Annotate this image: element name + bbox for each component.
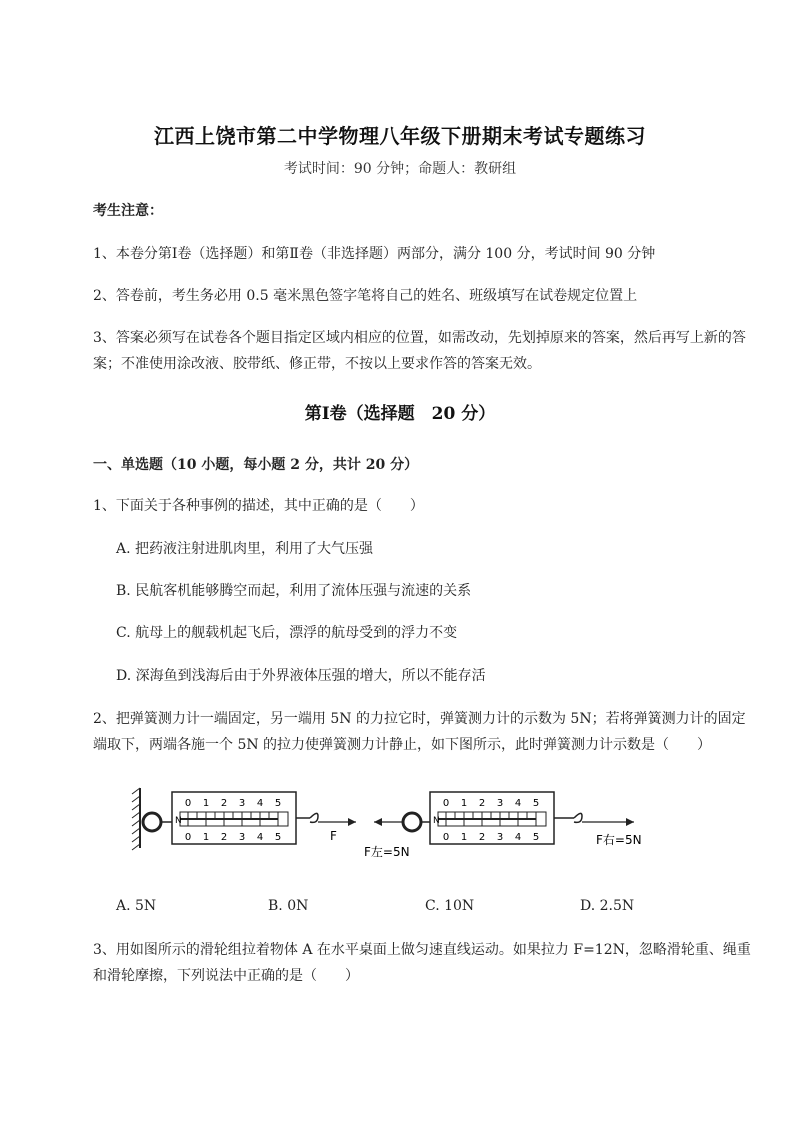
force-label-right: F右=5N — [596, 833, 642, 847]
tick-4: 4 — [256, 798, 264, 809]
tick-1: 1 — [202, 832, 210, 843]
question-2-stem: 2、把弹簧测力计一端固定，另一端用 5N 的力拉它时，弹簧测力计的示数为 5N；若将弹簧测力计的固定端取下，两端各施一个 5N 的拉力使弹簧测力计静止，如下图所示，此时弹簧测力计示数是（ ） — [93, 711, 746, 753]
tick-0: 0 — [442, 832, 450, 843]
tick-2: 2 — [220, 798, 228, 809]
tick-0: 0 — [442, 798, 450, 809]
tick-0: 0 — [184, 798, 192, 809]
question-2-option-d: D. 2.5N — [580, 898, 635, 914]
spring-scale-left — [143, 792, 356, 844]
wall-graphic — [132, 788, 140, 850]
question-1-option-c: C. 航母上的舰载机起飞后，漂浮的航母受到的浮力不变 — [116, 625, 458, 641]
tick-3: 3 — [496, 832, 504, 843]
exam-info: 考试时间：90 分钟；命题人：教研组 — [283, 161, 517, 177]
tick-1: 1 — [460, 832, 468, 843]
question-1-stem: 1、下面关于各种事例的描述，其中正确的是（ ） — [93, 498, 424, 514]
question-1-option-a: A. 把药液注射进肌肉里，利用了大气压强 — [116, 541, 374, 557]
tick-3: 3 — [238, 832, 246, 843]
notice-item-2: 2、答卷前，考生务必用 0.5 毫米黑色签字笔将自己的姓名、班级填写在试卷规定位置上 — [93, 288, 638, 304]
question-3-stem: 3、用如图所示的滑轮组拉着物体 A 在水平桌面上做匀速直线运动。如果拉力 F=12N，忽略滑轮重、绳重和滑轮摩擦，下列说法中正确的是（ ） — [93, 942, 751, 984]
tick-3: 3 — [496, 798, 504, 809]
question-2-option-b: B. 0N — [268, 898, 309, 914]
force-label-left: F左=5N — [364, 845, 410, 859]
notice-item-3: 3、答案必须写在试卷各个题目指定区域内相应的位置，如需改动，先划掉原来的答案，然后再写上新的答案；不准使用涂改液、胶带纸、修正带，不按以上要求作答的答案无效。 — [93, 330, 746, 372]
page-title: 江西上饶市第二中学物理八年级下册期末考试专题练习 — [154, 124, 646, 148]
tick-0: 0 — [184, 832, 192, 843]
tick-5: 5 — [274, 832, 282, 843]
tick-4: 4 — [514, 798, 522, 809]
section-title: 第Ⅰ卷（选择题 20 分） — [304, 404, 496, 424]
tick-3: 3 — [238, 798, 246, 809]
question-2-option-a: A. 5N — [116, 898, 157, 914]
scale-unit-label: N — [433, 816, 440, 826]
question-2-option-c: C. 10N — [425, 898, 475, 914]
tick-2: 2 — [478, 832, 486, 843]
spring-scale-figure — [128, 778, 658, 868]
force-label-f: F — [330, 829, 337, 843]
tick-5: 5 — [532, 798, 540, 809]
question-1-option-d: D. 深海鱼到浅海后由于外界液体压强的增大，所以不能存活 — [116, 668, 486, 684]
question-1-option-b: B. 民航客机能够腾空而起，利用了流体压强与流速的关系 — [116, 583, 472, 599]
tick-1: 1 — [460, 798, 468, 809]
notice-item-1: 1、本卷分第Ⅰ卷（选择题）和第Ⅱ卷（非选择题）两部分，满分 100 分，考试时间 90 分钟 — [93, 246, 656, 262]
tick-2: 2 — [220, 832, 228, 843]
tick-1: 1 — [202, 798, 210, 809]
part-heading: 一、单选题（10 小题，每小题 2 分，共计 20 分） — [93, 457, 419, 473]
scale-unit-label: N — [175, 816, 182, 826]
tick-2: 2 — [478, 798, 486, 809]
tick-4: 4 — [256, 832, 264, 843]
notice-heading: 考生注意： — [93, 203, 163, 219]
tick-5: 5 — [532, 832, 540, 843]
spring-scale-right — [364, 792, 642, 859]
tick-5: 5 — [274, 798, 282, 809]
tick-4: 4 — [514, 832, 522, 843]
